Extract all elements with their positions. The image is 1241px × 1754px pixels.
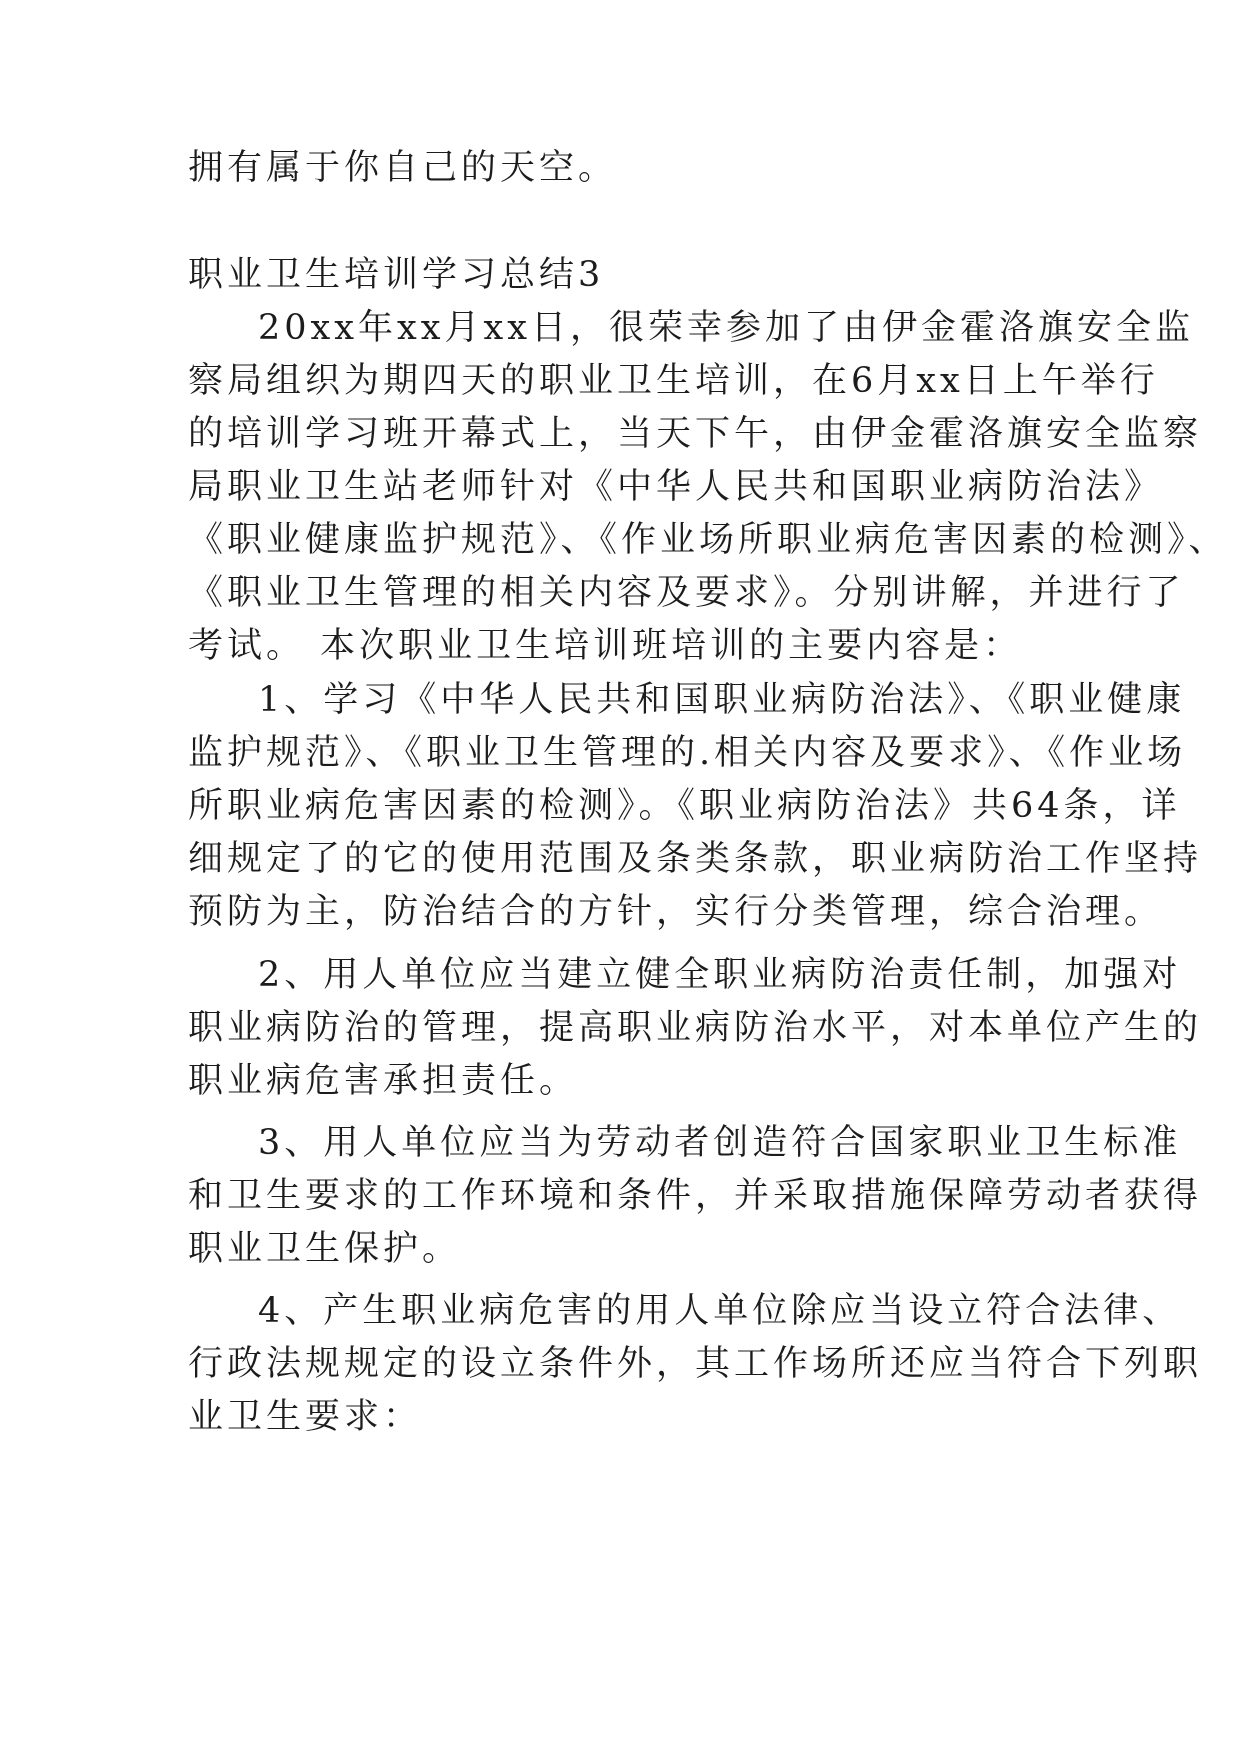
- paragraph-3-line-2: 职业病防治的管理，提高职业病防治水平，对本单位产生的: [188, 1008, 1203, 1048]
- paragraph-4-line-1: 3、用人单位应当为劳动者创造符合国家职业卫生标准: [258, 1123, 1182, 1163]
- paragraph-1-line-5: 《职业健康监护规范》、《作业场所职业病危害因素的检测》、: [188, 520, 1228, 560]
- paragraph-4-line-3: 职业卫生保护。: [188, 1229, 462, 1269]
- paragraph-4-line-2: 和卫生要求的工作环境和条件，并采取措施保障劳动者获得: [188, 1176, 1203, 1216]
- paragraph-2-line-4: 细规定了的它的使用范围及条类条款，职业病防治工作坚持: [188, 839, 1203, 879]
- paragraph-2-line-3: 所职业病危害因素的检测》。《职业病防治法》共64条，详: [188, 786, 1181, 826]
- paragraph-1-line-1: 20xx年xx月xx日，很荣幸参加了由伊金霍洛旗安全监: [258, 308, 1194, 348]
- paragraph-1-line-3: 的培训学习班开幕式上，当天下午，由伊金霍洛旗安全监察: [188, 414, 1203, 454]
- paragraph-5-line-3: 业卫生要求：: [188, 1397, 423, 1437]
- paragraph-3-line-1: 2、用人单位应当建立健全职业病防治责任制，加强对: [258, 955, 1182, 995]
- paragraph-1-line-2: 察局组织为期四天的职业卫生培训，在6月xx日上午举行: [188, 361, 1159, 401]
- paragraph-2-line-2: 监护规范》、《职业卫生管理的.相关内容及要求》、《作业场: [188, 733, 1187, 773]
- intro-line: 拥有属于你自己的天空。: [188, 148, 618, 188]
- paragraph-1-line-4: 局职业卫生站老师针对《中华人民共和国职业病防治法》: [188, 467, 1164, 507]
- paragraph-1-line-7: 考试。 本次职业卫生培训班培训的主要内容是：: [188, 626, 1023, 666]
- paragraph-2-line-5: 预防为主，防治结合的方针，实行分类管理，综合治理。: [188, 892, 1164, 932]
- paragraph-5-line-2: 行政法规规定的设立条件外，其工作场所还应当符合下列职: [188, 1344, 1203, 1384]
- paragraph-1-line-6: 《职业卫生管理的相关内容及要求》。分别讲解，并进行了: [188, 573, 1185, 613]
- section-title: 职业卫生培训学习总结3: [188, 255, 605, 295]
- paragraph-5-line-1: 4、产生职业病危害的用人单位除应当设立符合法律、: [258, 1291, 1182, 1331]
- paragraph-2-line-1: 1、学习《中华人民共和国职业病防治法》、《职业健康: [258, 680, 1186, 720]
- paragraph-3-line-3: 职业病危害承担责任。: [188, 1061, 579, 1101]
